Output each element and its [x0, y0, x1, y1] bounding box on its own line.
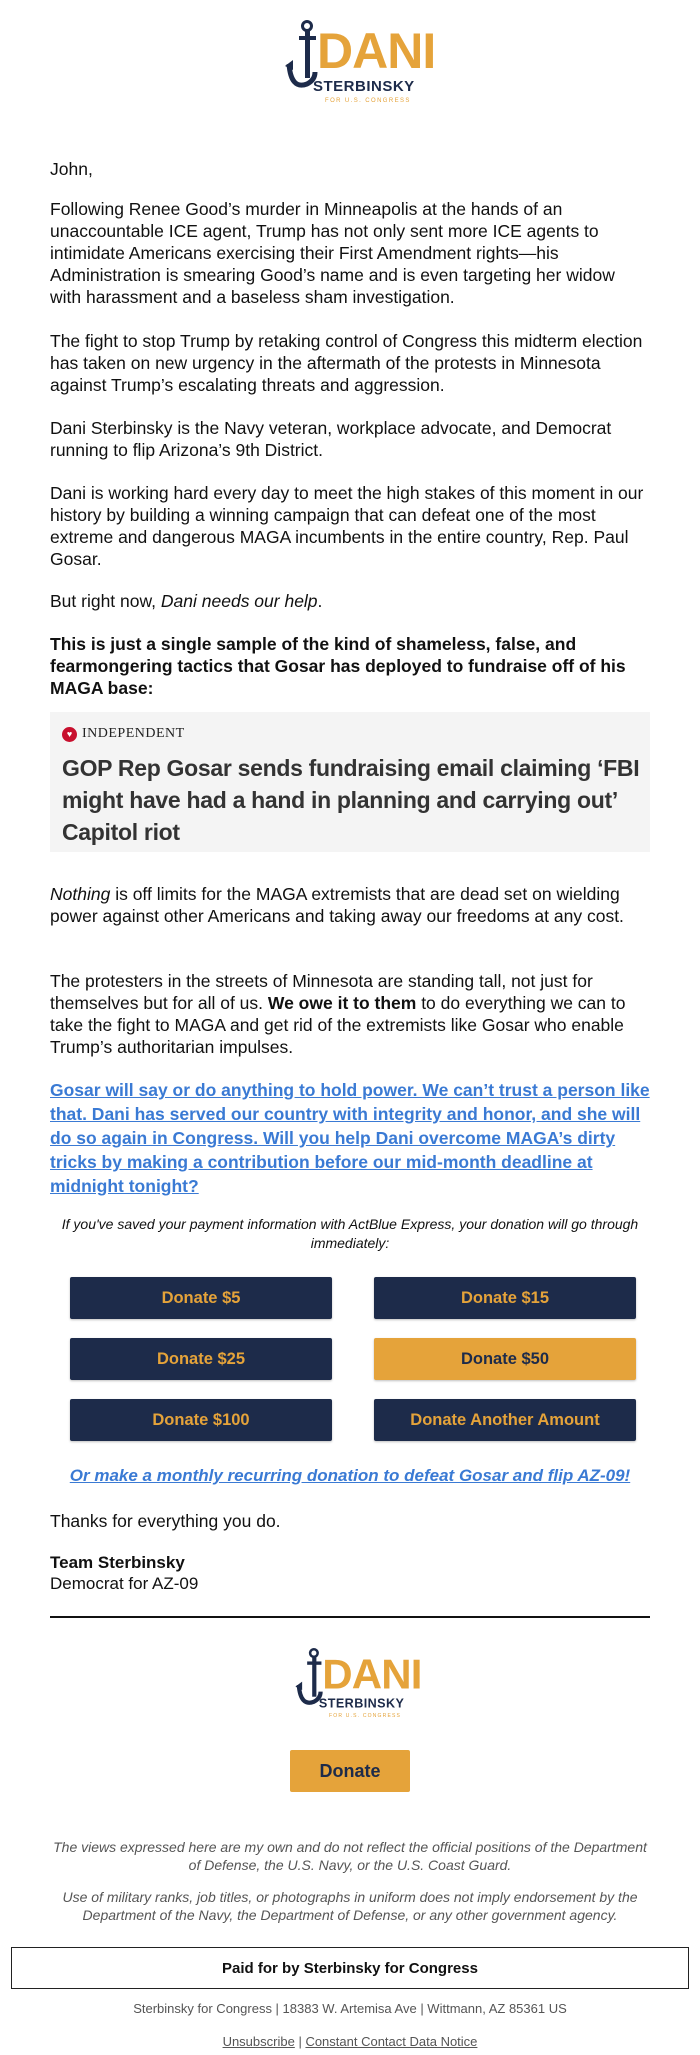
footer-links — [0, 2034, 700, 2049]
logo-word: DANI — [322, 1650, 422, 1698]
paragraph-4: Dani is working hard every day to meet the high stakes of this moment in our history by building a winning campaign that can defeat one of the most extreme and dangerous MAGA incumbents in the entire country, Rep. Paul Gosar. — [50, 483, 644, 569]
footer-donate-button[interactable]: Donate — [290, 1750, 410, 1792]
p7-rest: is off limits for the MAGA extremists that are dead set on wielding power against other Americans and taking away our freedoms at any cost. — [50, 884, 624, 926]
donate-15-button[interactable]: Donate $15 — [374, 1277, 636, 1319]
footer-logo[interactable] — [0, 1648, 700, 1748]
unsubscribe-link[interactable]: Unsubscribe — [222, 2034, 295, 2049]
header-logo[interactable] — [0, 20, 700, 120]
logo-subtitle: FOR U.S. CONGRESS — [325, 98, 411, 104]
cta-paragraph — [50, 1078, 650, 1198]
donate-other-amount-button[interactable]: Donate Another Amount — [374, 1399, 636, 1441]
paragraph-6: This is just a single sample of the kind of shameless, false, and fearmongering tactics that Gosar has deployed to fundraise off of his MAGA base: — [50, 634, 626, 698]
paragraph-3: Dani Sterbinsky is the Navy veteran, workplace advocate, and Democrat running to flip Arizona’s 9th District. — [50, 418, 612, 460]
footer-divider — [50, 1616, 650, 1618]
donate-5-button[interactable]: Donate $5 — [70, 1277, 332, 1319]
independent-bird-icon: ♥ — [62, 727, 77, 742]
campaign-logo — [285, 20, 436, 120]
p5-end: . — [317, 591, 323, 611]
logo-word: DANI — [317, 23, 436, 79]
p5-lead: But right now, — [50, 591, 161, 611]
disclaimer-views: The views expressed here are my own and do not reflect the official positions of the Department of Defense, the U.S. Navy, or the U.S. Coast Guard. — [53, 1839, 647, 1873]
actblue-express-note: If you've saved your payment information with ActBlue Express, your donation will go through immediately: — [61, 1216, 639, 1251]
footer-separator: | — [294, 2034, 306, 2049]
paragraph-7 — [50, 883, 650, 927]
greeting: John, — [50, 159, 93, 179]
paid-for-box — [11, 1947, 689, 1989]
monthly-donation-link[interactable]: Or make a monthly recurring donation to defeat Gosar and flip AZ-09! — [69, 1466, 631, 1485]
campaign-logo-footer — [295, 1648, 422, 1732]
paragraph-2: The fight to stop Trump by retaking control of Congress this midterm election has taken on new urgency in the aftermath of the protests in Minnesota against Trump’s escalating threats and aggression. — [50, 331, 643, 395]
news-headline: GOP Rep Gosar sends fundraising email claiming ‘FBI might have had a hand in planning and carrying out’ Capitol riot — [62, 755, 640, 845]
logo-subtitle: FOR U.S. CONGRESS — [329, 1713, 402, 1719]
paragraph-8 — [50, 970, 650, 1058]
donate-25-button[interactable]: Donate $25 — [70, 1338, 332, 1380]
paid-for-text: Paid for by Sterbinsky for Congress — [222, 1959, 478, 1977]
paragraph-5 — [50, 590, 650, 612]
p8-lead: The protesters in the streets of Minnesota are standing tall, not just for themselves but for all of us. — [50, 971, 593, 1013]
news-headline-image — [50, 712, 650, 852]
donate-50-button[interactable]: Donate $50 — [374, 1338, 636, 1380]
p8-rest: to do everything we can to take the fight to MAGA and get rid of the extremists like Gosar who enable Trump’s authoritarian impulses. — [50, 993, 626, 1057]
cta-donate-link[interactable]: Gosar will say or do anything to hold power. We can’t trust a person like that. Dani has served our country with integrity and honor, and she will do so again in Congress. Will you help Dani overcome MAGA’s dirty tricks by making a contribution before our mid-month deadline at midnight tonight? — [50, 1080, 650, 1196]
signature-team: Team Sterbinsky — [50, 1553, 185, 1572]
footer-address: Sterbinsky for Congress | 18383 W. Artemisa Ave | Wittmann, AZ 85361 US — [133, 2001, 567, 2016]
logo-name: STERBINSKY — [313, 78, 415, 95]
p5-emphasis: Dani needs our help — [160, 591, 318, 611]
data-notice-link[interactable]: Constant Contact Data Notice — [305, 2034, 478, 2049]
outlet-name: INDEPENDENT — [82, 726, 185, 741]
signature-role: Democrat for AZ-09 — [50, 1574, 199, 1593]
donate-100-button[interactable]: Donate $100 — [70, 1399, 332, 1441]
p8-bold: We owe it to them — [267, 993, 417, 1013]
p7-emphasis: Nothing — [50, 884, 111, 904]
disclaimer-military: Use of military ranks, job titles, or photographs in uniform does not imply endorsement by the Department of the Navy, the Department of Defense, or any other government agency. — [62, 1889, 638, 1923]
logo-name: STERBINSKY — [318, 1696, 405, 1711]
news-outlet — [62, 726, 185, 742]
paragraph-1: Following Renee Good’s murder in Minneapolis at the hands of an unaccountable ICE agent, Trump has not only sent more ICE agents to intimidate Americans exercising their First Amendment rights—his Administration is smearing Good’s name and is even targeting her widow with harassment and a baseless sham investigation. — [50, 199, 615, 307]
thanks-line: Thanks for everything you do. — [50, 1511, 281, 1531]
